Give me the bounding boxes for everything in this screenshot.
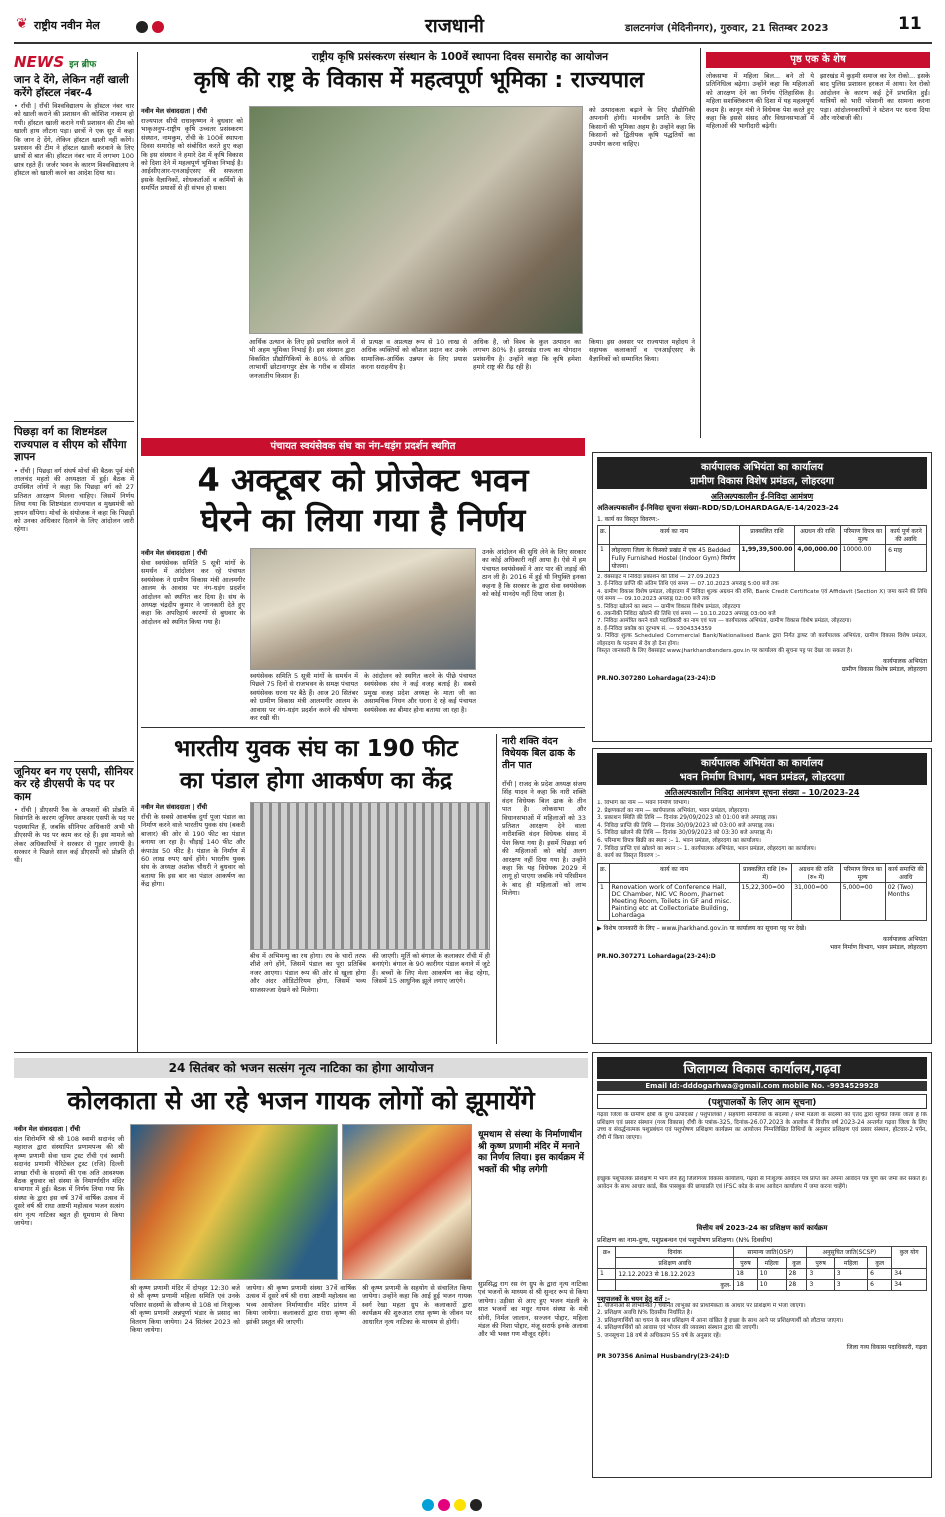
brief-headline: जान दे देंगे, लेकिन नहीं खाली करेंगे हॉस्टल नंबर-4	[14, 74, 129, 99]
tender-1-signature-2: ग्रामीण विकास विशेष प्रमंडल, लोहरदगा	[841, 666, 927, 674]
brief-body: • राँची | राँची विश्वविद्यालय के हॉस्टल नंबर चार को खाली कराने की प्रशासन की कोशिश नाकाम हो गयी। हॉस्टल खाली कराने गयी प्रशासन की टीम को खाली हाथ लौटना पड़ा। छात्रों ने एक सुर में कहा कि जान दे देंगे, लेकिन हॉस्टल खाली नहीं करेंगे। प्रशासन की टीम ने हॉस्टल खाली करवाने के लिए छात्रों से बात की। हॉस्टल नंबर चार में लगभग 100 छात्र रहते हैं। जर्जर भवन के कारण विश्वविद्यालय ने हॉस्टल को खाली करने का आदेश दिया था।	[14, 102, 134, 178]
yuvak-body-1: राँची के सबसे आकर्षक दुर्गा पूजा पंडाल का निर्माण करने वाले भारतीय युवक संघ (बकरी बाजार) की ओर से 190 फीट का पंडाल बनाया जा रहा है। चौड़ाई 140 फीट और कंपाउंड 50 फीट है। पंडाल के निर्माण में 60 लाख रुपए खर्च होंगे। भारतीय युवक संघ के अध्यक्ष अशोक चौधरी ने बुधवार को बताया कि इस बार का पंडाल आकर्षण का केंद्र होगा।	[141, 813, 245, 889]
garhwa-terms: 1. योजनाओं से लाभान्वित / चयनित लाभुकों को प्राथमिकता के आधार पर प्रशिक्षण में भेजा जाएगा। 2. प्रशिक्षण अवधि N% दिवसीय निर्धारित है। 3. प्रशिक्षणार्थियों का चयन के साथ प्रशिक्षण में आना वांछित है इच्छा के साथ आने पर प्रशिक्षणार्थी को लौटाया जाएगा। 4. प्रशिक्षणार्थियों को आवास एवं भोजन की व्यवस्था संस्थान द्वारा की जाएगी। 5. जनसूचना 18 वर्ष से अधिकतम 55 वर्ष के अनुसार रहें।	[597, 1303, 844, 1339]
tender-1-office	[597, 457, 927, 489]
bhajan-side-body: सुप्रसिद्ध राग रस रंग ग्रुप के द्वारा नृत्य नाटिका एवं भजनों के माध्यम से श्री सुन्दर रूप से किया जायेगा। उड़ीसा से आए हुए भजन मंडली के सात भजनों का मधुर गायन संस्था के मंत्री सोनी, निर्मल जालान, सज्जन पोद्दार, महिला मंडल की निशा पोद्दार, मंजू सरार्फ इनके अलावा और भी भक्त गण मौजूद रहेंगे।	[478, 1280, 588, 1339]
continuation-left: लोकसभा में महिला बिल... बने तो ये प्रतिनिधित्व बढ़ेगा। उन्होंने कहा कि महिलाओं को आरक्षण देने का निर्णय ऐतिहासिक है। महिला सशक्तिकरण की दिशा में यह महत्वपूर्ण कदम है। कानून मंत्री ने विधेयक पेश करते हुए कहा कि इससे संसद और विधानसभाओं में महिलाओं की भागीदारी बढ़ेगी।	[706, 72, 814, 131]
table-row: 1 12.12.2023 से 18.12.2023 18 10 28 3 3 6 34	[598, 1269, 927, 1280]
tender-2-table	[597, 863, 927, 921]
garhwa-signature: जिला गव्य विकास पदाधिकारी, गढ़वा	[846, 1344, 927, 1352]
table-header: कुल योग	[892, 1247, 927, 1269]
tender-2-signature-1: कार्यपालक अभियंता	[883, 935, 927, 943]
garhwa-office: जिलागव्य विकास कार्यालय,गढ़वा	[597, 1057, 927, 1079]
lead-body-3: से प्रत्यक्ष व अप्रत्यक्ष रूप से 10 लाख से अधिक व्यक्तियों को कौशल प्रदान कर उनके सामाजिक-आर्थिक उन्नयन के लिए प्रयास करना सराहनीय है।	[361, 338, 467, 372]
table-row: 1 Renovation work of Conference Hall, DC Chamber, NIC VC Room, Jharnet Meeting Room, Toilets in GF and misc. Painting etc at Collectoriate Building, Lohardaga 15,22,300=00 31,000=00 5,000=00 02 (Two) Months	[598, 882, 927, 920]
table-header: क्र.	[598, 526, 610, 545]
tender-2-title: अतिअल्पकालीन निविदा आमंत्रण सूचना संख्या – 10/2023-24	[664, 788, 860, 797]
bhajan-strip: 24 सितंबर को भजन सत्संग नृत्य नाटिका का होगा आयोजन	[14, 1058, 588, 1078]
garhwa-email: Email Id:-dddogarhwa@gmail.com mobile No. -9934529928	[597, 1081, 927, 1091]
yuvak-byline: नवीन मेल संवाददाता | राँची	[141, 803, 208, 811]
lead-headline: कृषि की राष्ट्र के विकास में महत्वपूर्ण भूमिका : राज्यपाल	[194, 68, 644, 93]
garhwa-pr-no: PR 307356 Animal Husbandry(23-24):D	[597, 1353, 730, 1361]
bhajan-body-2: श्री कृष्ण प्रणामी मंदिर में दोपहर 12:30 बजे से श्री कृष्ण प्रणामी महिला समिति एवं उनके परिवार सदस्यों के सौजन्य से 108 वां निःशुल्क श्री कृष्ण प्रणामी अन्नपूर्णा भंडार के प्रसाद का वितरण किया जायेगा। 24 सितंबर 2023 को किया जायेगा।	[130, 1284, 240, 1335]
table-header: कार्य समाप्ति की अवधि	[885, 863, 926, 882]
nari-headline: नारी शक्ति वंदन विधेयक बिल ढाक के तीन पात	[502, 736, 576, 771]
tender-1-table	[597, 525, 927, 572]
panchayat-body-1: सेवा स्वयंसेवक समिति 5 सूत्री मांगों के समर्थन में आंदोलन कर रहे पंचायत स्वयंसेवक ने ग्रामीण विकास मंत्री आलमगीर आलम के आवास पर नंग-धड़ंग प्रदर्शन आंदोलन को स्थगित कर दिया है। संघ के अध्यक्ष चंद्रदीप कुमार ने जानकारी देते हुए कहा कि अपरिहार्य कारणों से बुधवार के आंदोलन को स्थगित किया गया है।	[141, 559, 245, 626]
tender-2-conditions: 1. विभाग का नाम — भवन निर्माण विभाग। 2. प्रेक्षणकर्ता का नाम — कार्यपालक अभियंता, भवन प्रमंडल, लोहरदगा। 3. प्रकाशन स्थिति की तिथि — दिनांक 29/09/2023 को 01:00 बजे अपराह्न तक। 4. निविदा प्राप्ति की तिथि — दिनांक 30/09/2023 को 03:00 बजे अपराह्न तक। 5. निविदा खोलने की तिथि — दिनांक 30/09/2023 को 03:30 बजे अपराह्न में। 6. परिमाण विपत्र बिक्री का स्थान :– 1. भवन प्रमंडल, लोहरदगा का कार्यालय। 7. निविदा प्राप्ति एवं खोलने का स्थान :– 1. कार्यपालक अभियंता, भवन प्रमंडल, लोहरदगा का कार्यालय। 8. कार्य का विस्तृत विवरण :–	[597, 800, 816, 860]
news-label: NEWS	[14, 53, 65, 71]
tender-2-pr-no: PR.NO.307271 Lohardaga(23-24):D	[597, 952, 716, 960]
bhajan-body-3: जायेगा। श्री कृष्ण प्रणामी संस्था 37वें वार्षिक उत्सव में दूसरे वर्ष श्री राधा अष्टमी महोत्सव का भव्य आयोजन निर्माणाधीन मंदिर प्रांगण में किया जायेगा। कलाकारों द्वारा राधा कृष्ण की झांकी प्रस्तुत की जाएगी।	[246, 1284, 356, 1326]
table-header: प्राक्कलित राशि (रु० में)	[739, 863, 792, 882]
table-header: सामान्य जाति(OSP)	[734, 1247, 807, 1258]
logo-text: राष्ट्रीय नवीन मेल	[34, 19, 100, 32]
right-banner: पृष्ठ एक के शेष	[706, 52, 930, 68]
tender-2-note: ▶ विशेष जानकारी के लिए – www.jharkhand.gov.in या कार्यालय का सूचना पट्ट पर देखें।	[597, 924, 807, 932]
garhwa-terms-title: पशुपालकों के चयन हेतु शर्ते :-	[597, 1295, 670, 1303]
tender-1-office-line1: कार्यपालक अभियंता का कार्यालय	[700, 462, 824, 473]
tender-1-title: अतिअल्पकालीन ई-निविदा आमंत्रण	[710, 492, 814, 501]
tender-2-office-line1: कार्यपालक अभियंता का कार्यालय	[700, 758, 824, 769]
table-row: 1 लोहरदगा जिला के किस्को प्रखंड में एक 45 Bedded Fully Furnished Hostel (Indoor Gym) निर्माण योजना। 1,99,39,500.00 4,00,000.00 10000.00 6 माह	[598, 545, 927, 572]
yuvak-body-2: बीच में अभिमन्यु का रथ होगा। रथ के चारों तरफ शीशे लगे होंगे, जिसमें पंडाल का पूरा प्रतिबिंब नजर आएगा। पंडाल रूप की ओर से खुला होगा और अंदर ऑडिटोरियम होगा, जिसमें भव्य साजसज्जा देखने को मिलेगा।	[250, 952, 366, 994]
lead-story	[141, 66, 697, 431]
registration-marks	[134, 18, 166, 37]
table-header: प्राक्कलित राशि	[739, 526, 795, 545]
bottom-registration-marks	[420, 1496, 484, 1515]
lead-body-6: किया। इस अवसर पर राज्यपाल महोदय ने सहायक कलाकारों व एनआईएसए के वैज्ञानिकों को सम्मानित किया।	[589, 338, 695, 363]
lead-body-1: राज्यपाल सीपी राधाकृष्णन ने बुधवार को भाकृअनुप-राष्ट्रीय कृषि उच्चतर प्रसंस्करण संस्थान, नामकुम, राँची के 100वें स्थापना दिवस समारोह को संबोधित करते हुए कहा कि इस संस्थान ने हमारे देश में कृषि विकास को दिशा देने में महत्वपूर्ण भूमिका निभाई है। आईसीएआर-एनआईएसए की सफलता इसके वैज्ञानिकों, शोधकर्ताओं व कर्मियों के समर्पित प्रयासों से ही संभव हो सका।	[141, 117, 243, 193]
garhwa-subject: प्रशिक्षण का नाम-दुग्ध, पशुप्रबन्धन एवं पशुपोषण प्रशिक्षण। (N% दिवसीय)	[597, 1236, 773, 1244]
table-header: क्र०	[598, 1247, 616, 1269]
panchayat-photo	[250, 548, 476, 670]
logo	[16, 14, 126, 36]
bhajan-headline: कोलकाता से आ रहे भजन गायक लोगों को झूमायेंगे	[67, 1086, 535, 1115]
panchayat-strip: पंचायत स्वयंसेवक संघ का नंग-धड़ंग प्रदर्शन स्थगित	[141, 438, 585, 456]
top-strip: राष्ट्रीय कृषि प्रसंस्करण संस्थान के 100वें स्थापना दिवस समारोह का आयोजन	[311, 51, 609, 63]
yuvak-headline-2: का पंडाल होगा आकर्षण का केंद्र	[179, 768, 453, 794]
yuvak-body-3: की जाएगी। मूर्ति को बंगाल के कलाकार राँची में ही बनाएंगे। बंगाल के 90 कारीगर पंडाल बनाने में जुटे हैं। बच्चों के लिए मेला आकर्षण का केंद्र रहेगा, जिसमें 15 आधुनिक झूले लगाए जाएंगे।	[372, 952, 490, 986]
panchayat-body-3: के आंदोलन को स्थगित करने के पीछे पंचायत स्वयंसेवक संघ ने कई वजह बताई है। सबसे प्रमुख वजह प्रदेश अध्यक्ष के माता जी का असामयिक निधन और धरना दे रहे कई पंचायत स्वयंसेवक का बीमार होना बताया जा रहा है।	[364, 672, 476, 714]
panchayat-body-2: स्वयंसेवक समिति 5 सूत्री मांगों के समर्थन में पिछले 75 दिनों से राजभवन के समक्ष पंचायत स्वयंसेवक धरना पर बैठे हैं। आज 20 सितंबर को ग्रामीण विकास मंत्री आलमगीर आलम के आवास पर नंग-धड़ंग प्रदर्शन करने की घोषणा कर रखी थी।	[250, 672, 358, 722]
garhwa-table: क्र० दिनांक सामान्य जाति(OSP) अनुसूचित जाति(SCSP) कुल योग प्रशिक्षण अवधि पुरुष महिला कुल पुरुष महिला कुल 1 12.12.2023 से 18.12.2023 18 10 28 3 3 6 34 कुल- 18 10 28 3 3 6 34	[597, 1246, 927, 1291]
table-header: क्र.	[598, 863, 610, 882]
table-header: अग्रधन की राशि	[795, 526, 840, 545]
lead-body-5: को उत्पादकता बढ़ाने के लिए प्रौद्योगिकी अपनानी होगी। मानवीय प्रगति के लिए किसानों की भूमिका अहम है। उन्होंने कहा कि किसानों को द्वितीयक कृषि पद्धतियों का उपयोग करना चाहिए।	[589, 106, 695, 148]
brief-item-3	[14, 766, 134, 1037]
tender-1-pr-no: PR.NO.307280 Lohardaga(23-24):D	[597, 675, 716, 683]
tender-2-office	[597, 753, 927, 785]
tender-2-signature-2: भवन निर्माण विभाग, भवन प्रमंडल, लोहरदगा	[829, 943, 927, 951]
brief-body: • राँची | पिछड़ा वर्ग संघर्ष मोर्चा की बैठक पूर्व मंत्री लालचंद महतो की अध्यक्षता में हुई। बैठक में उपस्थित लोगों ने कहा कि पिछड़ा वर्ग को 27 प्रतिशत आरक्षण मिलना चाहिए। जिसमें निर्णय लिया गया कि शिष्टमंडल राज्यपाल व मुख्यमंत्री को ज्ञापन सौंपेगा। मोर्चा के संयोजक ने कहा कि पिछड़ों को उनका अधिकार दिलाने के लिए आंदोलन जारी रहेगा।	[14, 466, 134, 534]
tender-1-ref: अतिअल्पकालीन ई-निविदा सूचना संख्या–RDD/SD/LOHARDAGA/E-14/2023-24	[597, 504, 839, 512]
lead-photo	[249, 106, 583, 334]
masthead	[0, 0, 945, 46]
table-header: कार्य पूर्ण करने की अवधि	[886, 526, 927, 545]
garhwa-title: (पशुपालकों के लिए आम सूचना)	[597, 1094, 927, 1109]
bhajan-body-1: संत शिरोमणि श्री श्री 108 स्वामी सदानंद जी महाराज द्वारा संस्थापित प्रणामपन्थ की श्री कृष्ण प्रणामी सेवा धाम ट्रस्ट राँची एवं स्वामी सदानंद प्रणामी चैरिटेबल ट्रस्ट (रजि) दिल्ली शाखा राँची के सदस्यों की एक अति आवश्यक बैठक बुधवार को संस्था के निमार्णाधीन मंदिर सभागार में हुई। बैठक में निर्णय लिया गया कि संस्था के द्वारा इस वर्ष 37वें वार्षिक उत्सव में दूसरे वर्ष श्री राधा अष्टमी महोत्सव भजन सत्संग संग नृत्य नाटिका बहुत ही धूमधाम से किया जायेगा।	[14, 1135, 124, 1228]
news-brief-column	[14, 52, 134, 1052]
yuvak-photo	[250, 802, 490, 950]
bird-icon: ❦	[16, 16, 28, 32]
table-header: कार्य का नाम	[609, 863, 739, 882]
bhajan-byline: नवीन मेल संवाददाता | राँची	[14, 1125, 81, 1133]
table-header: परिमाण विपत्र का मूल्य	[840, 863, 885, 882]
panchayat-body-4: उनके आंदोलन की सुधि लेने के लिए सरकार का कोई अधिकारी नहीं आया है। ऐसे में हम पंचायत स्वयंसेवकों ने आर पार की लड़ाई की ठान ली है। 2016 में हुई थी नियुक्ति इनका कहना है कि सरकार के द्वारा सेवा स्वयंसेवक को कोई मानदेय नहीं दिया जाता है।	[482, 548, 586, 599]
lead-body-4: अधिक है, जो विश्व के कुल उत्पादन का लगभग 80% है। झारखंड राज्य का योगदान प्रशंसनीय है। उन्होंने कहा कि कृषि हमेशा हमारे राष्ट्र की रीढ़ रही है।	[473, 338, 581, 372]
brief-body: • राँची | डीएसपी रैंक के अफसरों की प्रोन्नति में विसंगति के कारण जूनियर अफसर एसपी के पद पर पदस्थापित हैं, जबकि सीनियर अधिकारी अभी भी डीएसपी के पद पर काम कर रहे हैं। इस मामले को लेकर अधिकारियों ने सरकार से गुहार लगायी है। सरकार ने पिछले साल कई डीएसपी को प्रोन्नति दी थी।	[14, 806, 134, 865]
continuation-right: झारखंड में कुड़मी समाज का रेल रोको... इसके बाद पुलिस प्रशासन हरकत में आया। रेल रोको आंदोलन के कारण कई ट्रेनें प्रभावित हुईं। यात्रियों को भारी परेशानी का सामना करना पड़ा। आंदोलनकारियों ने स्टेशन पर धरना दिया और नारेबाजी की।	[820, 72, 930, 123]
garhwa-body-2: इच्छुक पशुपालक प्रशिक्षण में भाग लेने हेतु जिलागव्य विकास कार्यालय, गढ़वा से निःशुल्क आवेदन पत्र प्राप्त कर अपना आवेदन पत्र पूर्ण कर जमा कर सकते हैं। आवेदन के साथ आधार कार्ड, बैंक पासबुक की छायाप्रति एवं IFSC कोड के साथ आवेदन कार्यालय में जमा करना चाहेंगे।	[597, 1176, 927, 1190]
tender-1-conditions: 2. वेबसाइट में निविदा प्रकाशन की तिथि — 27.09.2023 3. ई-निविदा प्राप्ति की अंतिम तिथि एवं समय — 07.10.2023 अपराह्न 5:00 बजे तक 4. ग्रामीण विकास विशेष प्रमंडल, लोहरदगा में निविदा शुल्क अग्रधन की राशि, Bank Credit Certificate एवं Affidavit (Section X) जमा करने की तिथि एवं समय — 09.10.2023 अपराह्न 02:00 बजे तक 5. निविदा खोलने का स्थान — ग्रामीण विकास विशेष प्रमंडल, लोहरदगा 6. तकनीकी निविदा खोलने की तिथि एवं समय — 10.10.2023 अपराह्न 03:00 बजे 7. निविदा आमंत्रित करने वाले पदाधिकारी का नाम एवं पता — कार्यपालक अभियंता, ग्रामीण विकास विशेष प्रमंडल, लोहरदगा। 8. ई-निविदा प्रकोष्ठ का दूरभाष सं. — 9304334359 9. निविदा शुल्क Scheduled Commercial Bank/Nationalised Bank द्वारा निर्गत ड्राफ्ट जो कार्यपालक अभियंता, ग्रामीण विकास विशेष प्रमंडल, लोहरदगा के पदनाम से देय हो देना होगा। विस्तृत जानकारी के लिए वेबसाइट www.jharkhandtenders.gov.in पर कार्यालय की सूचना पट्ट पर देखा जा सकता है।	[597, 574, 927, 655]
panchayat-headline-2: घेरने का लिया गया है निर्णय	[200, 501, 526, 539]
nari-body: राँची | राजद के प्रदेश अध्यक्ष संजय सिंह यादव ने कहा कि नारी शक्ति वंदन विधेयक बिल ढाक के तीन पात है। लोकसभा और विधानसभाओं में महिलाओं को 33 प्रतिशत आरक्षण देने वाला नारीशक्ति वंदन विधेयक संसद में पेश किया गया है। इसमें पिछड़ा वर्ग की महिलाओं को कोई अलग आरक्षण नहीं दिया गया है। उन्होंने कहा कि यह विधेयक 2029 में लागू हो पाएगा जबकि नये परिसीमन के बाद ही महिलाओं को लाभ मिलेगा।	[502, 780, 586, 898]
garhwa-body: गढ़वा जिला के ग्रामीण क्षेत्रों के दुग्ध उत्पादकों / पशुपालकों / सहयोगी समितियों के सदस्यों / सभी मंडलों के सदस्यों को एतद द्वारा सूचित किया जाता है कि प्रशिक्षण एवं प्रसार संस्थान (गव्य विकास) राँची के पत्रांक-325, दिनांक-26.07.2023 के आलोक में वित्तीय वर्ष 2023-24 अन्तर्गत गढ़वा जिला के लिए उच्च व संवर्द्धनात्मक पशुप्रबंधन एवं पशुपोषण प्रशिक्षण कार्यक्रम का आयोजन निम्नलिखित तिथियों के अनुसार प्रशिक्षण एवं प्रसार संस्थान, होटवार-2 पर्यन, राँची में किया जाएगा।	[597, 1112, 927, 1141]
brief-headline: जूनियर बन गए एसपी, सीनियर कर रहे डीएसपी के पद पर काम	[14, 765, 134, 803]
bhajan-photo-1	[130, 1124, 338, 1280]
tender-notice-2	[592, 748, 932, 1044]
lead-byline: नवीन मेल संवाददाता | राँची	[141, 107, 208, 115]
page-number: 11	[898, 14, 922, 34]
table-header: दिनांक	[616, 1247, 734, 1258]
news-brief-label	[14, 52, 134, 74]
panchayat-headline-1: 4 अक्टूबर को प्रोजेक्ट भवन	[197, 461, 529, 499]
brief-item-2	[14, 426, 134, 757]
table-header: परिमाण विपत्र का मूल्य	[840, 526, 885, 545]
garhwa-notice	[592, 1052, 932, 1478]
bhajan-photo-2	[342, 1124, 472, 1280]
tender-notice-1	[592, 452, 932, 742]
tender-1-office-line2: ग्रामीण विकास विशेष प्रमंडल, लोहरदगा	[690, 476, 834, 487]
bhajan-body-4: श्री कृष्ण प्रणामी के सहयोग से संचालित किया जायेगा। उन्होंने कहा कि आई हुई भजन गायक स्वर्ग रेखा महता ग्रुप के कलाकारों द्वारा कार्यक्रम की शुरुआत राधा कृष्ण के जीवन पर आधारित नृत्य नाटिका के माध्यम से होगी।	[362, 1284, 472, 1326]
garhwa-year-line: वित्तीय वर्ष 2023-24 का प्रशिक्षण कार्य कार्यक्रम	[696, 1224, 828, 1232]
bhajan-side-headline: धूमधाम से संस्था के निर्माणाधीन श्री कृष्ण प्रणामी मंदिर में मनाने का निर्णय लिया। इस कार्यक्रम में भक्तों की भीड़ लगेगी	[478, 1130, 585, 1175]
table-total-row: कुल- 18 10 28 3 3 6 34	[598, 1280, 927, 1291]
dateline: डालटनगंज (मेदिनीनगर), गुरुवार, 21 सितम्बर 2023	[625, 23, 829, 34]
table-header: कार्य का नाम	[609, 526, 739, 545]
table-header: अनुसूचित जाति(SCSP)	[807, 1247, 892, 1258]
brief-label: इन ब्रीफ	[69, 60, 97, 70]
panchayat-byline: नवीन मेल संवाददाता | राँची	[141, 549, 208, 557]
brief-headline: पिछड़ा वर्ग का शिष्टमंडल राज्यपाल व सीएम को सौंपेगा ज्ञापन	[14, 426, 127, 463]
tender-2-office-line2: भवन निर्माण विभाग, भवन प्रमंडल, लोहरदगा	[679, 772, 845, 783]
brief-item-1	[14, 74, 134, 417]
tender-1-intro: 1. कार्य का विस्तृत विवरण:-	[597, 516, 660, 523]
section-title: राजधानी	[425, 15, 484, 37]
lead-body-2: आर्थिक उत्थान के लिए इसे प्रचारित करने में भी अहम भूमिका निभाई है। इस संस्थान द्वारा विकसित प्रौद्योगिकियों के 80% से अधिक लाभार्थी छोटानागपुर क्षेत्र के गरीब व सीमांत जनजातीय किसान हैं।	[249, 338, 355, 380]
table-header: अग्रधन की राशि (रु० में)	[792, 863, 841, 882]
tender-1-signature-1: कार्यपालक अभियंता	[883, 658, 927, 666]
yuvak-headline-1: भारतीय युवक संघ का 190 फीट	[174, 736, 458, 762]
